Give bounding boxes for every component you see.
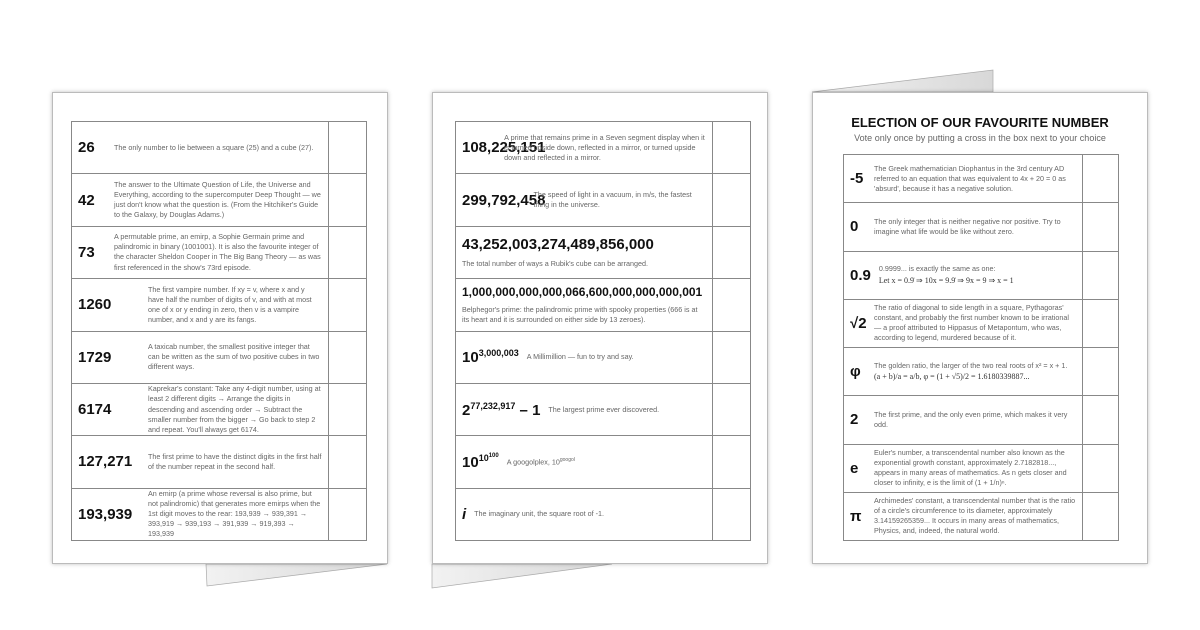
candidate-cell: [844, 348, 1082, 395]
vote-box[interactable]: [328, 489, 366, 540]
ballot-row: [844, 251, 1118, 299]
description-text: Euler's number, a transcendental number also known as the exponential growth constant, approximately 2.7182818..., appears in many areas of mathematics. As n gets closer and closer to infinity, e is the limit of (1 + 1/n)ⁿ.: [874, 447, 1067, 488]
description-text: The first prime to have the distinct digits in the first half of the number repeat in the second half.: [148, 451, 322, 471]
candidate-cell: [72, 174, 328, 225]
vote-box[interactable]: [1082, 348, 1118, 395]
vote-box[interactable]: [712, 279, 750, 330]
exponent-exponent: 100: [488, 452, 499, 459]
description-text: The speed of light in a vacuum, in m/s, the fastest thing in the universe.: [533, 189, 692, 210]
candidate-description: [507, 457, 575, 467]
candidate-number: 193,939: [78, 505, 133, 523]
ballot-row: [456, 173, 750, 225]
vote-box[interactable]: [712, 122, 750, 173]
candidate-cell: [456, 122, 712, 173]
ballot-row: [72, 278, 366, 330]
description-text: The Greek mathematician Diophantus in the 3rd century AD referred to an equation that was equivalent to 4x + 20 = 0 as 'absurd', because it has a negative solution.: [874, 163, 1066, 193]
description-text: The only integer that is neither negative nor positive. Try to imagine what life would be like without zero.: [874, 216, 1061, 236]
vote-box[interactable]: [328, 122, 366, 173]
ballot-row: [72, 173, 366, 225]
vote-box[interactable]: [328, 436, 366, 487]
candidate-cell: [844, 493, 1082, 540]
candidate-cell: [456, 279, 712, 330]
vote-box[interactable]: [712, 332, 750, 383]
candidate-cell: [72, 122, 328, 173]
description-text: The only number to lie between a square (25) and a cube (27).: [114, 142, 314, 152]
candidate-description: [148, 489, 322, 539]
description-text: Belphegor's prime: the palindromic prime with spooky properties (666 is at its heart and it is surrounded on either side by 13 zeroes).: [462, 304, 698, 324]
candidate-description: [148, 285, 322, 325]
ballot-row: [844, 155, 1118, 202]
candidate-number: e: [850, 459, 859, 477]
candidate-cell: [456, 436, 712, 487]
number-tail: – 1: [515, 401, 541, 419]
vote-box[interactable]: [712, 436, 750, 487]
candidate-description: [874, 164, 1076, 194]
candidate-number: 0.9: [850, 266, 871, 284]
ballot-row: [844, 347, 1118, 395]
ballot-row: [844, 202, 1118, 250]
candidate-number: 26: [78, 139, 95, 157]
candidate-cell: [456, 384, 712, 435]
candidate-description: [148, 452, 322, 472]
candidate-description: [148, 342, 322, 372]
description-text: A permutable prime, an emirp, a Sophie Germain prime and palindromic in binary (1001001). It is also the favourite integer of the character Sheldon Cooper in The Big Bang Theory — as was first referenced in the show's 73rd episode.: [114, 232, 321, 272]
description-text: An emirp (a prime whose reversal is also prime, but not palindromic) that generates more emirps when the 1st digit moves to the rear: 193,939 → 939,391 → 393,919 → 939,193 → 391,939 → 919,393 → 193,939: [148, 489, 321, 539]
candidate-cell: [844, 300, 1082, 347]
candidate-description: [874, 496, 1076, 536]
candidate-cell: [844, 203, 1082, 250]
candidate-description: [114, 232, 322, 272]
candidate-number: [462, 453, 499, 471]
description-text: Archimedes' constant, a transcendental number that is the ratio of a circle's circumference to its diameter, approximately 3.14159265359... It occurs in many areas of mathematics, Physics, and, indeed, the natural world.: [874, 496, 1076, 536]
ballot-row: [456, 278, 750, 330]
candidate-number: √2: [850, 314, 867, 332]
candidate-description: [462, 259, 648, 269]
candidate-description: [879, 264, 1014, 285]
ballot-page-2: [432, 92, 768, 564]
description-text: A prime that remains prime in a Seven segment display when it is turned upside down, reflected in a mirror, or turned upside down and reflected in a mirror.: [504, 132, 705, 162]
description-text: The total number of ways a Rubik's cube can be arranged.: [462, 258, 648, 268]
number-base: 2: [462, 401, 471, 419]
vote-box[interactable]: [712, 227, 750, 278]
candidate-number: 1729: [78, 348, 112, 366]
description-text: The largest prime ever discovered.: [548, 404, 660, 414]
description-text: 0.9999... is exactly the same as one:: [878, 264, 996, 274]
candidate-description: [548, 405, 659, 415]
exponent-text: 77,232,917: [470, 400, 516, 411]
candidate-cell: [72, 489, 328, 540]
candidate-cell: [844, 155, 1082, 202]
candidate-description: [504, 133, 706, 163]
candidate-description: [874, 410, 1076, 430]
candidate-description: [114, 143, 313, 153]
description-text: A taxicab number, the smallest positive integer that can be written as the sum of two positive cubes in two different ways.: [148, 342, 320, 372]
vote-box[interactable]: [712, 384, 750, 435]
ballot-row: [456, 226, 750, 278]
ballot-row: [456, 122, 750, 173]
candidate-number: 2: [850, 411, 859, 429]
candidate-cell: [72, 384, 328, 435]
candidate-cell: [844, 396, 1082, 443]
description-text: The first prime, and the only even prime, which makes it very odd.: [874, 409, 1068, 429]
candidate-description: [527, 352, 634, 362]
candidate-description: [474, 509, 604, 519]
description-text: A Millimillion — fun to try and say.: [526, 352, 634, 362]
candidate-number: -5: [850, 170, 864, 188]
ballot-row: [72, 226, 366, 278]
candidate-number: π: [850, 507, 862, 525]
candidate-cell: [456, 227, 712, 278]
vote-box[interactable]: [1082, 252, 1118, 299]
candidate-number: i: [462, 505, 467, 523]
vote-box[interactable]: [1082, 203, 1118, 250]
description-text: The imaginary unit, the square root of -1.: [474, 509, 605, 519]
description-text: The first vampire number. If xy = v, where x and y have half the number of digits of v, and with at most one of x or y ending in zero, then v is a vampire number, and x and y are its fangs.: [148, 284, 312, 324]
vote-box[interactable]: [712, 174, 750, 225]
number-exponent: [479, 348, 519, 358]
candidate-number: 127,271: [78, 453, 133, 471]
candidate-cell: [72, 279, 328, 330]
ballot-row: [456, 435, 750, 487]
ballot-row: [72, 331, 366, 383]
ballot-subtitle: Vote only once by putting a cross in the box next to your choice: [854, 133, 1106, 143]
candidate-number: φ: [850, 363, 861, 381]
candidate-number: [462, 401, 540, 419]
candidate-description: [462, 305, 706, 325]
ballot-row: [844, 299, 1118, 347]
ballot-table-2: [455, 121, 751, 541]
candidate-number: 1,000,000,000,000,066,600,000,000,000,001: [462, 284, 703, 299]
candidate-description: [534, 190, 706, 210]
candidate-cell: [844, 252, 1082, 299]
candidate-description: [874, 448, 1076, 488]
candidate-description: [114, 180, 322, 220]
vote-box[interactable]: [1082, 493, 1118, 540]
ballot-row: [72, 383, 366, 435]
number-base: 10: [462, 349, 479, 367]
candidate-number: 299,792,458: [462, 191, 546, 209]
candidate-cell: [72, 332, 328, 383]
ballot-row: [844, 444, 1118, 492]
ballot-table-1: [71, 121, 367, 541]
candidate-description: [874, 303, 1076, 343]
vote-box[interactable]: [328, 384, 366, 435]
description-text: The ratio of diagonal to side length in a square, Pythagoras' constant, and probably the first number known to be irrational — a proof attributed to Hippasus of Metapontum, who was, according to legend, murdered because of it.: [874, 303, 1069, 343]
candidate-number: [462, 348, 519, 366]
vote-box[interactable]: [328, 174, 366, 225]
description-text: The golden ratio, the larger of the two real roots of x² = x + 1.: [874, 360, 1068, 370]
candidate-description: [874, 361, 1067, 382]
ballot-row: [72, 122, 366, 173]
candidate-description: [148, 384, 322, 434]
candidate-cell: [456, 174, 712, 225]
ballot-row: [72, 435, 366, 487]
ballot-page-3: [812, 92, 1148, 564]
description-superscript: googol: [559, 456, 575, 463]
number-base: 10: [462, 453, 479, 471]
ballot-page-1: [52, 92, 388, 564]
description-text: A googolplex, 10: [506, 457, 560, 467]
description-text: The answer to the Ultimate Question of Life, the Universe and Everything, according to the supercomputer Deep Thought — we just don't know what the question is. (From the Hitchiker's Guide to the Galaxy, by Douglas Adams.): [114, 179, 321, 220]
candidate-number: 108,225,151: [462, 139, 546, 157]
ballot-row: [456, 383, 750, 435]
candidate-number: 6174: [78, 401, 112, 419]
vote-box[interactable]: [328, 279, 366, 330]
candidate-number: 1260: [78, 296, 112, 314]
candidate-number: 0: [850, 218, 859, 236]
candidate-description: [874, 217, 1076, 237]
ballot-row: [456, 488, 750, 540]
candidate-cell: [844, 445, 1082, 492]
vote-box[interactable]: [328, 332, 366, 383]
exponent-text: 10: [478, 452, 489, 463]
formula: (a + b)/a = a/b, φ = (1 + √5)/2 = 1.6180339887...: [874, 372, 1030, 382]
candidate-cell: [72, 436, 328, 487]
vote-box[interactable]: [328, 227, 366, 278]
vote-box[interactable]: [1082, 396, 1118, 443]
candidate-number: 42: [78, 191, 95, 209]
vote-box[interactable]: [1082, 155, 1118, 202]
ballot-row: [72, 488, 366, 540]
candidate-number: 73: [78, 243, 95, 261]
formula: Let x = 0.9̇ ⇒ 10x = 9.9̇ ⇒ 9x = 9 ⇒ x = 1: [878, 275, 1014, 285]
candidate-cell: [456, 489, 712, 540]
exponent-text: 3,000,003: [478, 348, 519, 359]
vote-box[interactable]: [1082, 445, 1118, 492]
ballot-row: [844, 492, 1118, 540]
candidate-cell: [72, 227, 328, 278]
vote-box[interactable]: [712, 489, 750, 540]
number-exponent: [470, 401, 515, 411]
ballot-row: [844, 395, 1118, 443]
ballot-title: ELECTION OF OUR FAVOURITE NUMBER: [851, 115, 1109, 130]
description-text: Kaprekar's constant: Take any 4-digit number, using at least 2 different digits → Arrange the digits in descending and ascending order → Subtract the smaller number from the bigger → Go back to step 2 and repeat. You'll always get 6174.: [148, 384, 321, 434]
candidate-cell: [456, 332, 712, 383]
number-exponent: [479, 453, 499, 463]
vote-box[interactable]: [1082, 300, 1118, 347]
candidate-number: 43,252,003,274,489,856,000: [462, 235, 654, 253]
ballot-row: [456, 331, 750, 383]
ballot-table-3: [843, 154, 1119, 541]
